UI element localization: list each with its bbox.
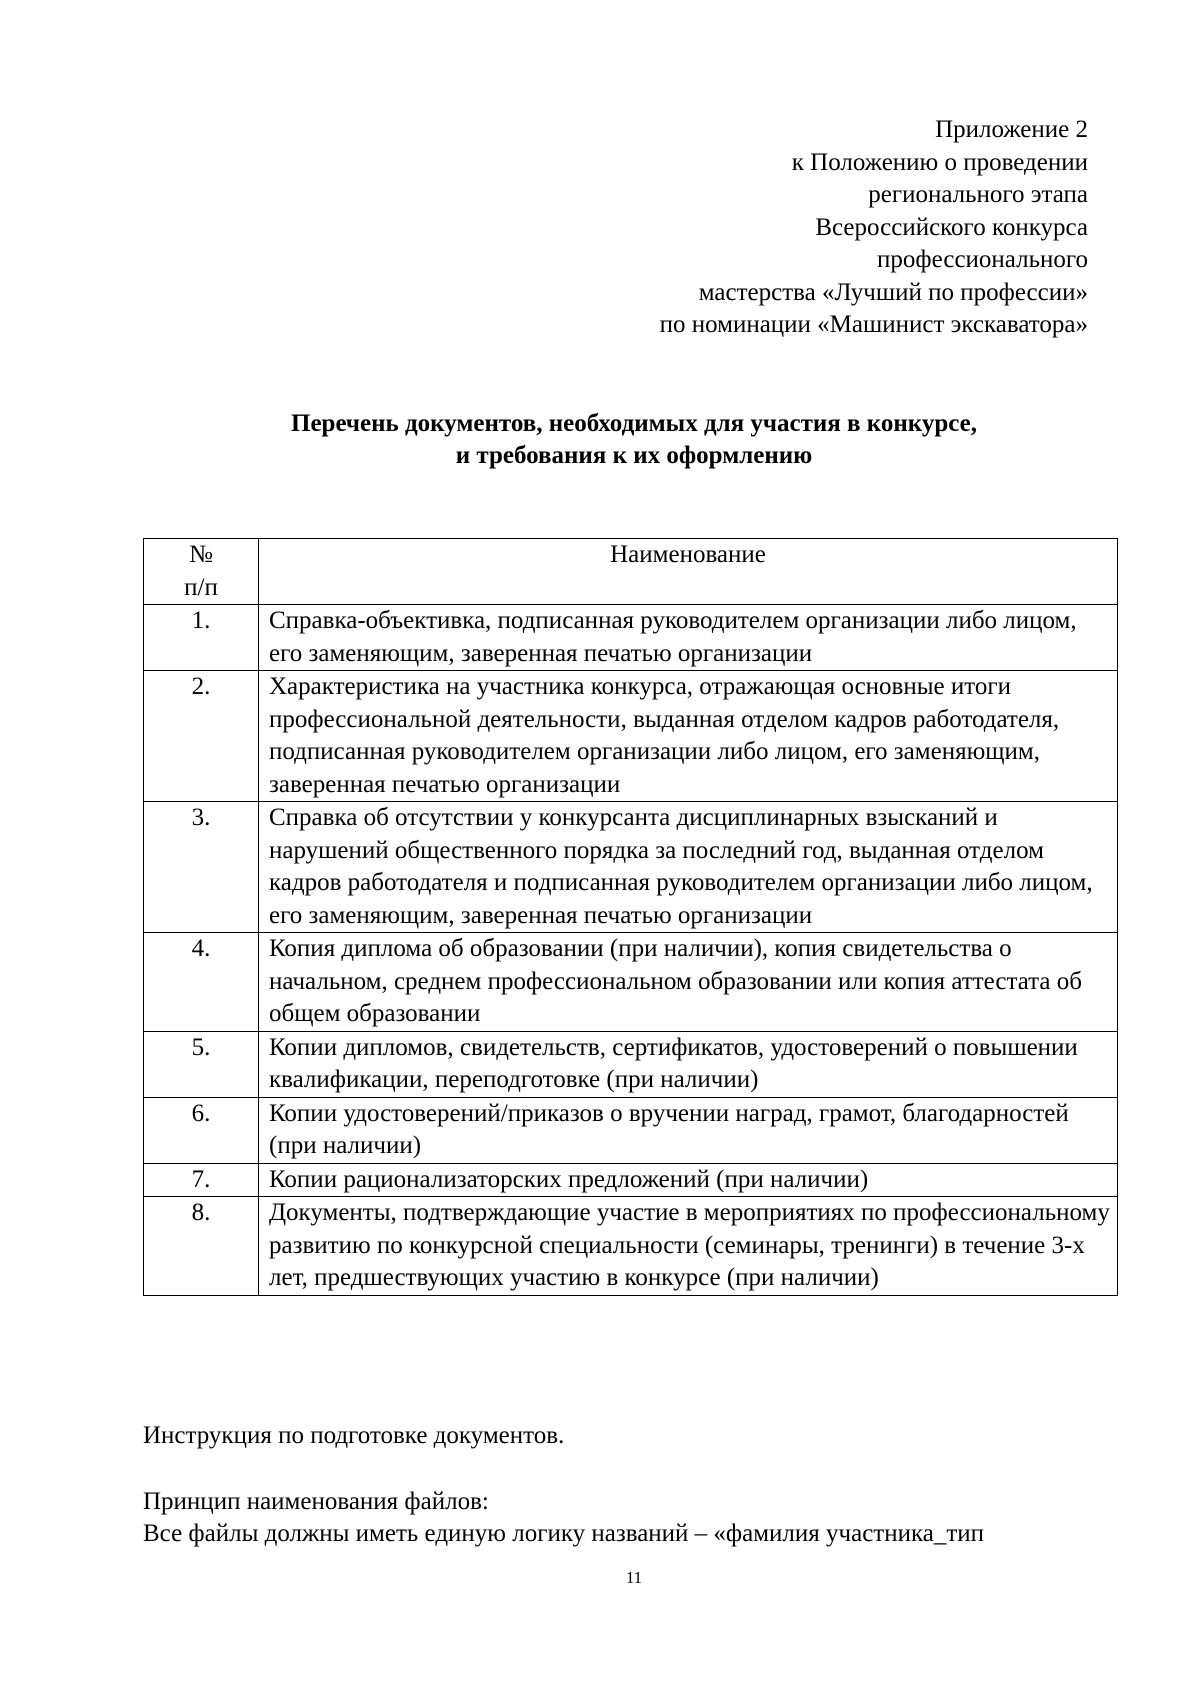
table-row bbox=[144, 933, 1118, 1032]
table-row bbox=[144, 802, 1118, 933]
row-text: Копии дипломов, свидетельств, сертификатов, удостоверений о повышении квалификации, переподготовке (при наличии) bbox=[259, 1031, 1118, 1097]
table-row bbox=[144, 1097, 1118, 1163]
documents-table bbox=[143, 538, 1118, 1296]
row-number: 7. bbox=[144, 1163, 259, 1197]
naming-principle-text: Все файлы должны иметь единую логику названий – «фамилия участника_тип bbox=[143, 1520, 985, 1547]
document-title-line1: Перечень документов, необходимых для участия в конкурсе, bbox=[291, 410, 977, 437]
appendix-line: профессионального bbox=[877, 246, 1088, 273]
naming-principle-heading: Принцип наименования файлов: bbox=[143, 1488, 489, 1515]
row-number: 5. bbox=[144, 1031, 259, 1097]
row-number: 4. bbox=[144, 933, 259, 1032]
appendix-line: по номинации «Машинист экскаватора» bbox=[659, 311, 1088, 338]
table-row bbox=[144, 1163, 1118, 1197]
appendix-header bbox=[660, 114, 1088, 342]
row-text: Копия диплома об образовании (при наличии), копия свидетельства о начальном, среднем профессиональном образовании или копия аттестата об общем образовании bbox=[259, 933, 1118, 1032]
header-number-symbol: № bbox=[189, 541, 213, 568]
row-text: Копии рационализаторских предложений (при наличии) bbox=[259, 1163, 1118, 1197]
table-row bbox=[144, 1197, 1118, 1296]
appendix-line: Всероссийского конкурса bbox=[815, 213, 1088, 241]
row-number: 2. bbox=[144, 671, 259, 802]
document-title bbox=[0, 408, 1200, 472]
row-number: 8. bbox=[144, 1197, 259, 1296]
appendix-line: Приложение 2 bbox=[935, 116, 1088, 143]
row-text: Копии удостоверений/приказов о вручении наград, грамот, благодарностей (при наличии) bbox=[259, 1097, 1118, 1163]
header-name: Наименование bbox=[259, 539, 1118, 605]
appendix-line: регионального этапа bbox=[868, 181, 1088, 208]
instruction-heading: Инструкция по подготовке документов. bbox=[143, 1422, 565, 1449]
header-number bbox=[144, 539, 259, 605]
table-row bbox=[144, 671, 1118, 802]
row-text: Справка об отсутствии у конкурсанта дисциплинарных взысканий и нарушений общественного порядка за последний год, выданная отделом кадров работодателя и подписанная руководителем организации либо лицом, его заменяющим, заверенная печатью организации bbox=[259, 802, 1118, 933]
row-text: Документы, подтверждающие участие в мероприятиях по профессиональному развитию по конкурсной специальности (семинары, тренинги) в течение 3-х лет, предшествующих участию в конкурсе (при наличии) bbox=[259, 1197, 1118, 1296]
row-number: 3. bbox=[144, 802, 259, 933]
row-number: 6. bbox=[144, 1097, 259, 1163]
table-row bbox=[144, 605, 1118, 671]
row-number: 1. bbox=[144, 605, 259, 671]
appendix-line: к Положению о проведении bbox=[791, 148, 1088, 176]
row-text: Характеристика на участника конкурса, отражающая основные итоги профессиональной деятельности, выданная отделом кадров работодателя, подписанная руководителем организации либо лицом, его заменяющим, заверенная печатью организации bbox=[259, 671, 1118, 802]
row-text: Справка-объективка, подписанная руководителем организации либо лицом, его заменяющим, заверенная печатью организации bbox=[259, 605, 1118, 671]
header-number-abbr: п/п bbox=[184, 573, 218, 601]
document-title-line2: и требования к их оформлению bbox=[455, 442, 813, 469]
page-number: 11 bbox=[625, 1568, 643, 1587]
appendix-line: мастерства «Лучший по профессии» bbox=[698, 278, 1088, 306]
table-header-row bbox=[144, 539, 1118, 605]
table-row bbox=[144, 1031, 1118, 1097]
